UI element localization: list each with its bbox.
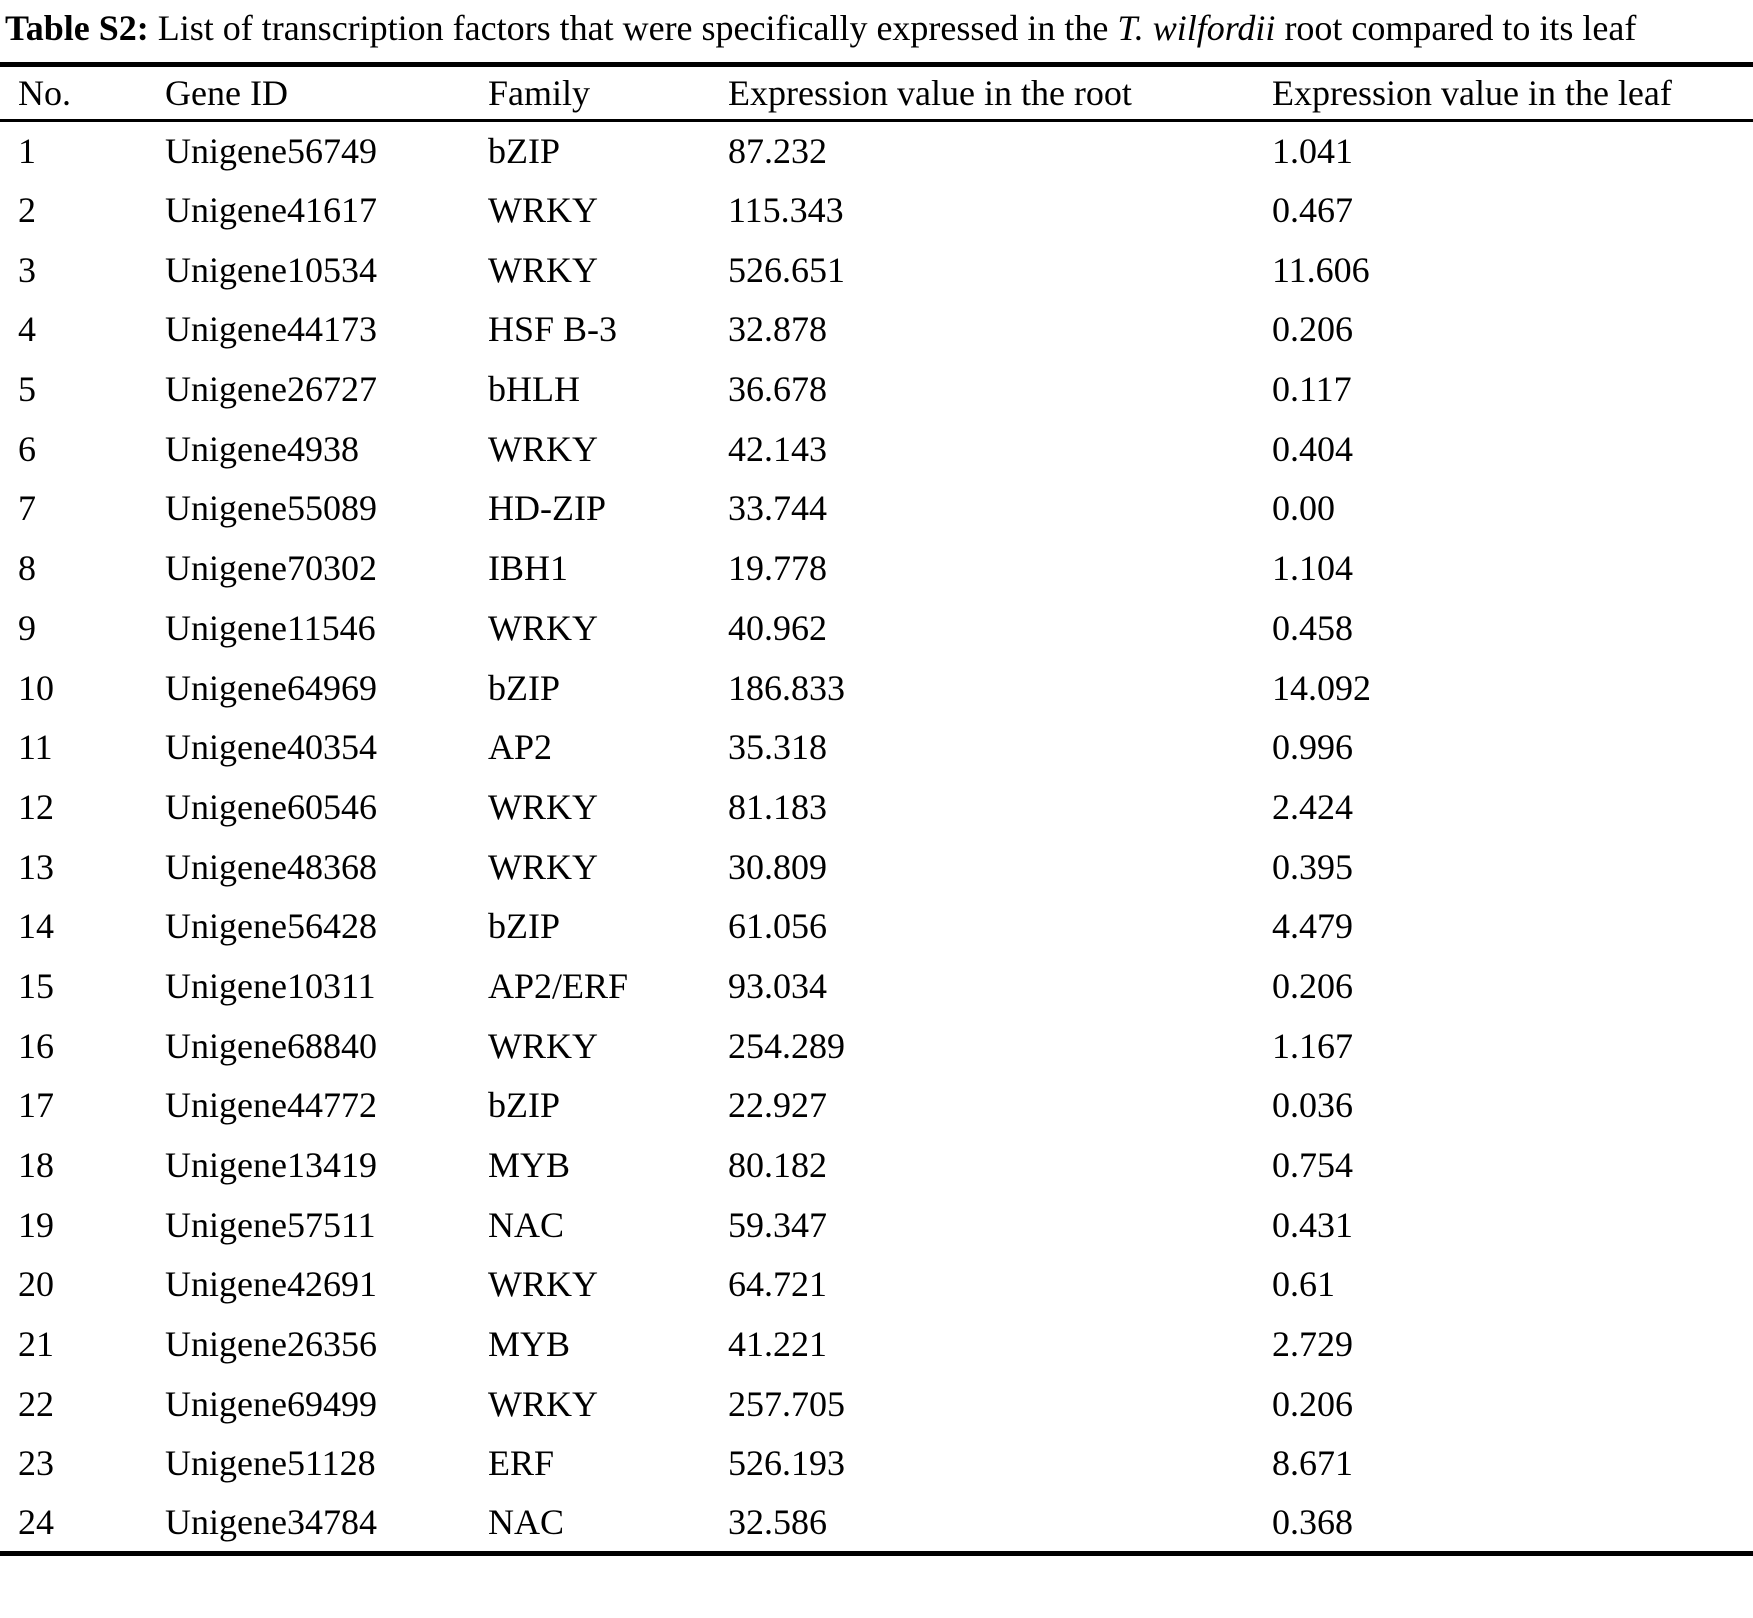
cell-expression-root: 186.833 <box>728 667 845 708</box>
cell-expression-root: 61.056 <box>728 906 827 947</box>
cell-no: 17 <box>18 1085 54 1126</box>
table-row <box>0 419 1753 479</box>
cell-no: 1 <box>18 131 36 172</box>
cell-expression-root: 59.347 <box>728 1204 827 1245</box>
table-row <box>0 956 1753 1016</box>
cell-gene-id: Unigene41617 <box>165 190 377 231</box>
cell-expression-leaf: 8.671 <box>1272 1443 1353 1484</box>
cell-no: 19 <box>18 1204 54 1245</box>
cell-family: WRKY <box>488 786 598 827</box>
cell-family: MYB <box>488 1324 571 1365</box>
cell-family: IBH1 <box>488 548 568 589</box>
cell-no: 6 <box>18 428 36 469</box>
table-row <box>0 658 1753 718</box>
cell-no: 18 <box>18 1145 54 1186</box>
table-row <box>0 896 1753 956</box>
cell-family: bHLH <box>488 369 580 410</box>
cell-expression-leaf: 0.458 <box>1272 607 1353 648</box>
cell-expression-leaf: 0.395 <box>1272 846 1353 887</box>
cell-expression-root: 35.318 <box>728 727 827 768</box>
table-row <box>0 1255 1753 1315</box>
table-row <box>0 1493 1753 1553</box>
cell-expression-root: 257.705 <box>728 1383 845 1424</box>
table-row <box>0 777 1753 837</box>
cell-expression-leaf: 0.404 <box>1272 428 1353 469</box>
cell-expression-leaf: 1.041 <box>1272 131 1353 172</box>
table-row <box>0 1016 1753 1076</box>
cell-gene-id: Unigene55089 <box>165 488 377 529</box>
table-row <box>0 300 1753 360</box>
table-caption-species-name: T. wilfordii <box>1117 8 1276 48</box>
cell-expression-leaf: 0.206 <box>1272 1383 1353 1424</box>
cell-gene-id: Unigene44772 <box>165 1085 377 1126</box>
column-header-no: No. <box>18 73 71 113</box>
cell-gene-id: Unigene56428 <box>165 906 377 947</box>
cell-expression-leaf: 2.424 <box>1272 786 1353 827</box>
table-row <box>0 1434 1753 1494</box>
cell-no: 14 <box>18 906 54 947</box>
cell-expression-root: 33.744 <box>728 488 827 529</box>
table-row <box>0 240 1753 300</box>
cell-expression-leaf: 0.368 <box>1272 1501 1353 1542</box>
table-caption-label: Table S2: <box>5 8 149 48</box>
cell-gene-id: Unigene44173 <box>165 309 377 350</box>
column-header-expression-root: Expression value in the root <box>728 73 1132 113</box>
cell-expression-root: 526.651 <box>728 249 845 290</box>
cell-gene-id: Unigene64969 <box>165 667 377 708</box>
table-row <box>0 598 1753 658</box>
cell-family: WRKY <box>488 846 598 887</box>
cell-expression-leaf: 0.61 <box>1272 1264 1335 1305</box>
cell-family: WRKY <box>488 1383 598 1424</box>
cell-expression-root: 93.034 <box>728 965 827 1006</box>
cell-gene-id: Unigene70302 <box>165 548 377 589</box>
cell-expression-root: 42.143 <box>728 428 827 469</box>
cell-gene-id: Unigene68840 <box>165 1025 377 1066</box>
cell-family: WRKY <box>488 249 598 290</box>
cell-gene-id: Unigene57511 <box>165 1204 376 1245</box>
cell-gene-id: Unigene26356 <box>165 1324 377 1365</box>
table-row <box>0 1076 1753 1136</box>
table-row <box>0 1195 1753 1255</box>
transcription-factors-table <box>0 62 1753 1556</box>
cell-expression-leaf: 0.00 <box>1272 488 1335 529</box>
cell-gene-id: Unigene56749 <box>165 131 377 172</box>
table-row <box>0 121 1753 181</box>
table-row <box>0 837 1753 897</box>
cell-no: 7 <box>18 488 36 529</box>
cell-expression-leaf: 0.996 <box>1272 727 1353 768</box>
cell-expression-leaf: 2.729 <box>1272 1324 1353 1365</box>
cell-no: 9 <box>18 607 36 648</box>
cell-no: 2 <box>18 190 36 231</box>
table-row <box>0 538 1753 598</box>
cell-expression-root: 32.878 <box>728 309 827 350</box>
cell-expression-root: 19.778 <box>728 548 827 589</box>
cell-family: bZIP <box>488 131 560 172</box>
cell-family: HD-ZIP <box>488 488 606 529</box>
cell-expression-leaf: 11.606 <box>1272 249 1370 290</box>
cell-no: 11 <box>18 727 53 768</box>
cell-expression-leaf: 0.036 <box>1272 1085 1353 1126</box>
column-header-gene-id: Gene ID <box>165 73 288 113</box>
cell-no: 21 <box>18 1324 54 1365</box>
cell-expression-root: 36.678 <box>728 369 827 410</box>
cell-family: WRKY <box>488 607 598 648</box>
cell-expression-root: 81.183 <box>728 786 827 827</box>
cell-no: 4 <box>18 309 36 350</box>
cell-family: AP2 <box>488 727 553 768</box>
cell-expression-leaf: 1.104 <box>1272 548 1353 589</box>
cell-family: ERF <box>488 1443 555 1484</box>
cell-expression-root: 32.586 <box>728 1501 827 1542</box>
cell-gene-id: Unigene4938 <box>165 428 359 469</box>
cell-gene-id: Unigene11546 <box>165 607 376 648</box>
cell-gene-id: Unigene13419 <box>165 1145 377 1186</box>
table-row <box>0 479 1753 539</box>
cell-expression-root: 87.232 <box>728 131 827 172</box>
cell-expression-leaf: 4.479 <box>1272 906 1353 947</box>
cell-expression-leaf: 0.431 <box>1272 1204 1353 1245</box>
table-row <box>0 1135 1753 1195</box>
table-caption-text-after: root compared to its leaf <box>1275 8 1637 48</box>
cell-no: 22 <box>18 1383 54 1424</box>
cell-expression-root: 22.927 <box>728 1085 827 1126</box>
cell-gene-id: Unigene10534 <box>165 249 377 290</box>
table-row <box>0 180 1753 240</box>
cell-no: 10 <box>18 667 54 708</box>
cell-expression-root: 41.221 <box>728 1324 827 1365</box>
cell-expression-leaf: 0.206 <box>1272 965 1353 1006</box>
cell-expression-leaf: 0.467 <box>1272 190 1353 231</box>
cell-gene-id: Unigene51128 <box>165 1443 376 1484</box>
cell-expression-root: 40.962 <box>728 607 827 648</box>
table-caption <box>0 0 1753 52</box>
cell-no: 23 <box>18 1443 54 1484</box>
cell-gene-id: Unigene69499 <box>165 1383 377 1424</box>
cell-no: 3 <box>18 249 36 290</box>
cell-family: WRKY <box>488 190 598 231</box>
table-header-row <box>0 65 1753 121</box>
cell-no: 16 <box>18 1025 54 1066</box>
cell-no: 12 <box>18 786 54 827</box>
cell-family: NAC <box>488 1204 565 1245</box>
cell-expression-root: 254.289 <box>728 1025 845 1066</box>
cell-family: AP2/ERF <box>488 965 629 1006</box>
column-header-expression-leaf: Expression value in the leaf <box>1272 73 1672 113</box>
cell-no: 8 <box>18 548 36 589</box>
cell-expression-leaf: 14.092 <box>1272 667 1371 708</box>
cell-expression-root: 80.182 <box>728 1145 827 1186</box>
table-row <box>0 1374 1753 1434</box>
cell-expression-root: 30.809 <box>728 846 827 887</box>
table-row <box>0 1314 1753 1374</box>
cell-no: 20 <box>18 1264 54 1305</box>
cell-gene-id: Unigene26727 <box>165 369 377 410</box>
cell-expression-leaf: 1.167 <box>1272 1025 1353 1066</box>
cell-expression-leaf: 0.206 <box>1272 309 1353 350</box>
cell-family: WRKY <box>488 1025 598 1066</box>
cell-family: bZIP <box>488 1085 560 1126</box>
cell-gene-id: Unigene40354 <box>165 727 377 768</box>
cell-no: 13 <box>18 846 54 887</box>
table-body <box>0 121 1753 1554</box>
cell-gene-id: Unigene60546 <box>165 786 377 827</box>
table-row <box>0 359 1753 419</box>
cell-family: bZIP <box>488 906 560 947</box>
cell-no: 5 <box>18 369 36 410</box>
cell-expression-root: 115.343 <box>728 190 844 231</box>
cell-family: HSF B-3 <box>488 309 618 350</box>
cell-expression-leaf: 0.117 <box>1272 369 1352 410</box>
cell-family: WRKY <box>488 1264 598 1305</box>
cell-expression-root: 64.721 <box>728 1264 827 1305</box>
table-caption-text-before: List of transcription factors that were specifically expressed in the <box>148 8 1118 48</box>
cell-family: WRKY <box>488 428 598 469</box>
cell-gene-id: Unigene48368 <box>165 846 377 887</box>
table-row <box>0 717 1753 777</box>
cell-family: bZIP <box>488 667 560 708</box>
cell-no: 15 <box>18 965 54 1006</box>
cell-gene-id: Unigene10311 <box>165 965 376 1006</box>
cell-gene-id: Unigene42691 <box>165 1264 377 1305</box>
cell-family: NAC <box>488 1501 565 1542</box>
cell-no: 24 <box>18 1501 54 1542</box>
cell-expression-leaf: 0.754 <box>1272 1145 1353 1186</box>
column-header-family: Family <box>488 73 591 113</box>
cell-family: MYB <box>488 1145 571 1186</box>
cell-gene-id: Unigene34784 <box>165 1501 377 1542</box>
cell-expression-root: 526.193 <box>728 1443 845 1484</box>
